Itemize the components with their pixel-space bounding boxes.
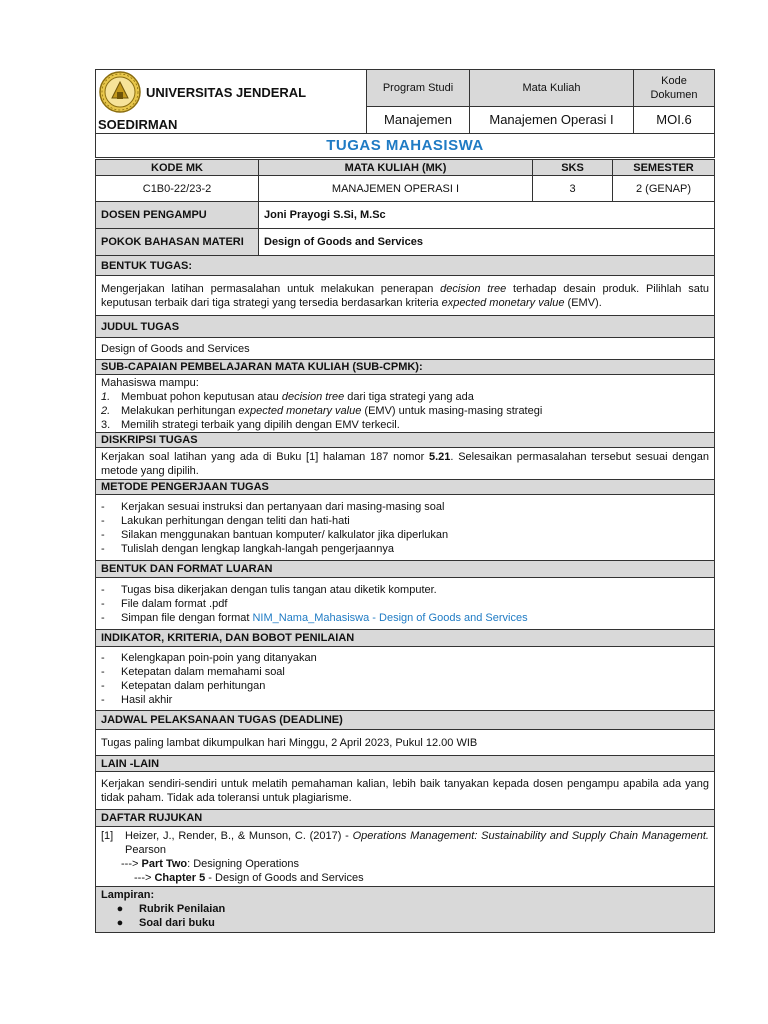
mata-kuliah-header: MATA KULIAH (MK) — [259, 160, 533, 176]
bentuk-tugas-heading: BENTUK TUGAS: — [96, 256, 715, 276]
filename-format: NIM_Nama_Mahasiswa - Design of Goods and Services — [252, 611, 528, 624]
list-item: - Simpan file dengan format NIM_Nama_Mahasiswa - Design of Goods and Services — [101, 611, 528, 624]
pokok-bahasan-value: Design of Goods and Services — [259, 229, 715, 256]
university-name: UNIVERSITAS JENDERAL SOEDIRMAN — [98, 84, 306, 132]
kode-mk-value: C1B0-22/23-2 — [96, 176, 259, 202]
metode-list — [96, 495, 715, 561]
jadwal-value: Tugas paling lambat dikumpulkan hari Minggu, 2 April 2023, Pukul 12.00 WIB — [96, 730, 715, 756]
list-item: - Hasil akhir — [101, 693, 173, 706]
reference-sub-chapter: ---> Chapter 5 - Design of Goods and Services — [134, 871, 364, 884]
dosen-value: Joni Prayogi S.Si, M.Sc — [259, 202, 715, 229]
program-studi-label: Program Studi — [367, 70, 470, 107]
list-item: 3. Memilih strategi terbaik yang dipilih dengan EMV terkecil. — [101, 418, 400, 431]
semester-header: SEMESTER — [613, 160, 715, 176]
reference-item: [1] Heizer, J., Render, B., & Munson, C. (2017) - Operations Management: Sustainability and Supply Chain Management. Pearson — [101, 829, 709, 856]
semester-value: 2 (GENAP) — [613, 176, 715, 202]
mata-kuliah-label: Mata Kuliah — [470, 70, 634, 107]
rujukan-heading: DAFTAR RUJUKAN — [96, 810, 715, 827]
sks-value: 3 — [533, 176, 613, 202]
document-header — [95, 69, 715, 158]
lain-heading: LAIN -LAIN — [96, 756, 715, 772]
lampiran-heading: Lampiran: — [101, 889, 155, 901]
deskripsi-heading: DISKRIPSI TUGAS — [96, 433, 715, 448]
lampiran-section — [96, 887, 715, 933]
judul-tugas-heading: JUDUL TUGAS — [96, 316, 715, 338]
bentuk-tugas-text: Mengerjakan latihan permasalahan untuk melakukan penerapan decision tree terhadap desain produk. Pilihlah satu keputusan terbaik dari tiga strategi yang tersedia berdasarkan kriteria expected monetary value (EMV). — [96, 276, 715, 316]
university-logo-icon — [98, 70, 142, 118]
kode-dokumen-label: Kode Dokumen — [634, 70, 715, 107]
list-item: 2. Melakukan perhitungan expected monetary value (EMV) untuk masing-masing strategi — [101, 404, 543, 417]
list-item: ● Rubrik Penilaian — [116, 903, 226, 915]
deskripsi-text: Kerjakan soal latihan yang ada di Buku [1] halaman 187 nomor 5.21. Selesaikan permasalahan tersebut sesuai dengan metode yang dipilih. — [96, 448, 715, 480]
cpmk-intro: Mahasiswa mampu: — [101, 376, 199, 389]
list-item: - Tulislah dengan lengkap langkah-langah pengerjaannya — [101, 542, 394, 555]
kode-dokumen-value: MOI.6 — [634, 106, 715, 133]
rujukan-content — [96, 827, 715, 887]
metode-heading: METODE PENGERJAAN TUGAS — [96, 480, 715, 495]
list-item: - Lakukan perhitungan dengan teliti dan hati-hati — [101, 514, 350, 527]
kode-mk-header: KODE MK — [96, 160, 259, 176]
assignment-table — [95, 159, 715, 933]
pokok-bahasan-label: POKOK BAHASAN MATERI — [96, 229, 259, 256]
dosen-label: DOSEN PENGAMPU — [96, 202, 259, 229]
list-item: 1. Membuat pohon keputusan atau decision tree dari tiga strategi yang ada — [101, 390, 474, 403]
page-title: TUGAS MAHASISWA — [96, 134, 715, 158]
list-item: - Silakan menggunakan bantuan komputer/ kalkulator jika diperlukan — [101, 528, 449, 541]
list-item: - Tugas bisa dikerjakan dengan tulis tangan atau diketik komputer. — [101, 583, 437, 596]
cpmk-content — [96, 375, 715, 433]
list-item: - Ketepatan dalam perhitungan — [101, 679, 266, 692]
jadwal-heading: JADWAL PELAKSANAAN TUGAS (DEADLINE) — [96, 711, 715, 730]
cpmk-heading: SUB-CAPAIAN PEMBELAJARAN MATA KULIAH (SUB-CPMK): — [96, 360, 715, 375]
indikator-heading: INDIKATOR, KRITERIA, DAN BOBOT PENILAIAN — [96, 630, 715, 647]
format-heading: BENTUK DAN FORMAT LUARAN — [96, 561, 715, 578]
list-item: - Kerjakan sesuai instruksi dan pertanyaan dari masing-masing soal — [101, 500, 445, 513]
format-list — [96, 578, 715, 630]
mata-kuliah-value: Manajemen Operasi I — [470, 106, 634, 133]
list-item: - Kelengkapan poin-poin yang ditanyakan — [101, 651, 317, 664]
judul-tugas-value: Design of Goods and Services — [96, 338, 715, 360]
list-item: - File dalam format .pdf — [101, 597, 228, 610]
university-cell — [96, 70, 367, 134]
indikator-list — [96, 647, 715, 711]
sks-header: SKS — [533, 160, 613, 176]
lain-value: Kerjakan sendiri-sendiri untuk melatih pemahaman kalian, lebih baik tanyakan kepada dosen pengampu apabila ada yang tidak paham. Tidak ada toleransi untuk plagiarisme. — [96, 772, 715, 810]
list-item: ● Soal dari buku — [116, 917, 215, 929]
mata-kuliah-value-cell: MANAJEMEN OPERASI I — [259, 176, 533, 202]
reference-sub-part: ---> Part Two: Designing Operations — [121, 857, 300, 870]
list-item: - Ketepatan dalam memahami soal — [101, 665, 285, 678]
program-studi-value: Manajemen — [367, 106, 470, 133]
